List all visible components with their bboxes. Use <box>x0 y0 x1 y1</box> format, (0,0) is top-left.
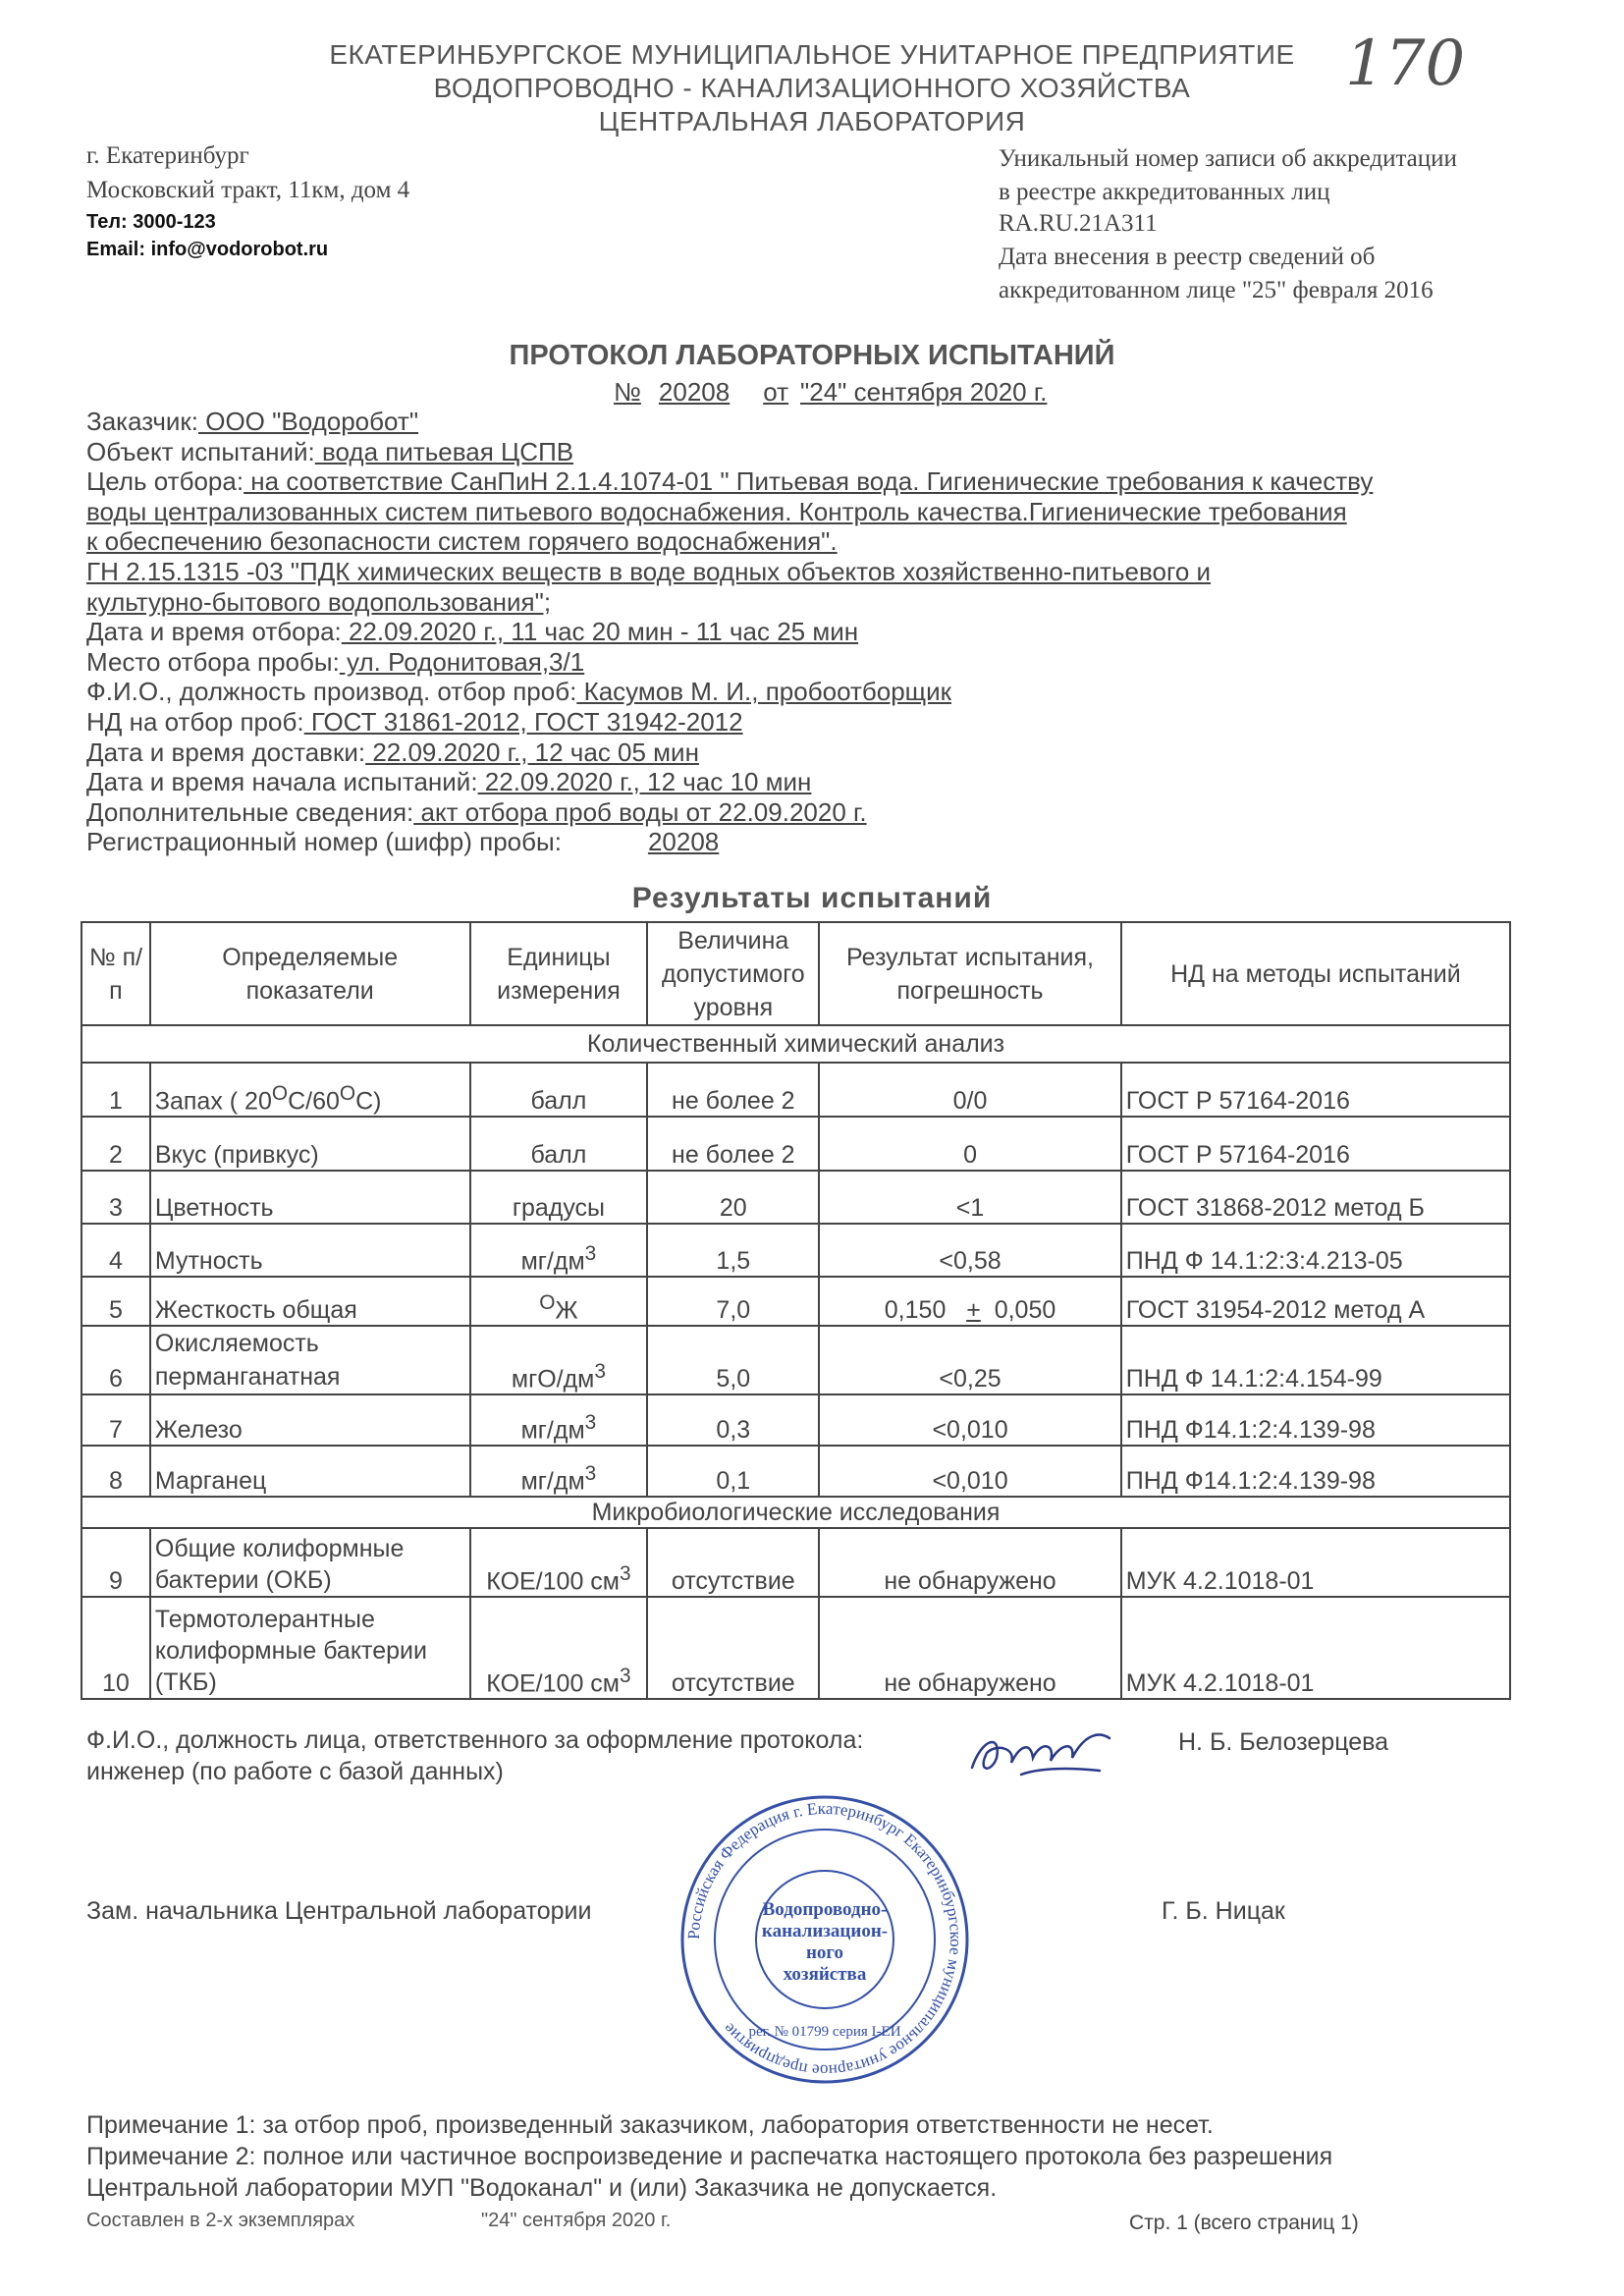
purpose-value-3: к обеспечению безопасности систем горячего водоснабжения". <box>86 526 838 557</box>
col-header-units: Единицы измерения <box>470 922 648 1025</box>
address-phone: Тел: 3000-123 <box>86 211 216 233</box>
unit-sup: 3 <box>584 1410 597 1434</box>
stamp-inner-4: хозяйства <box>783 1964 867 1985</box>
protocol-date-prefix: от <box>763 377 789 407</box>
row-limit: отсутствие <box>647 1528 819 1597</box>
row-limit: 20 <box>647 1171 819 1224</box>
col-header-limit: Величина допустимого уровня <box>647 922 819 1025</box>
row-unit <box>470 1597 648 1699</box>
plus-minus-sign: + <box>966 1296 981 1324</box>
unit-sup: 3 <box>584 1241 597 1265</box>
row-limit: 5,0 <box>647 1326 819 1394</box>
signature-graphic <box>962 1714 1119 1792</box>
indicator-line: перманганатная <box>154 1363 341 1391</box>
section-title-chemical: Количественный химический анализ <box>81 1025 1510 1063</box>
table-row <box>81 1326 1510 1394</box>
deputy-name: Г. Б. Ницак <box>1162 1897 1285 1925</box>
row-num: 5 <box>81 1277 150 1326</box>
indicator-text: C/60 <box>288 1087 340 1115</box>
note-2b: Центральной лаборатории МУП "Водоканал" и (или) Заказчика не допускается. <box>86 2174 998 2202</box>
sampling-place-label: Место отбора пробы: <box>86 646 340 677</box>
unit-text: мг/дм <box>520 1467 585 1495</box>
row-limit: отсутствие <box>647 1597 819 1699</box>
section-title-micro: Микробиологические исследования <box>81 1497 1510 1528</box>
row-limit: 0,1 <box>647 1446 819 1497</box>
col-header-indicator: Определяемые показатели <box>150 922 470 1025</box>
sampling-nd-label: НД на отбор проб: <box>86 706 304 737</box>
result-value: 0,150 <box>884 1296 947 1324</box>
row-indicator: Мутность <box>150 1224 470 1277</box>
sampling-datetime-label: Дата и время отбора: <box>86 617 342 647</box>
deputy-label: Зам. начальника Центральной лаборатории <box>86 1897 592 1925</box>
row-result: <0,010 <box>819 1394 1121 1446</box>
row-indicator: Железо <box>150 1394 470 1446</box>
table-row <box>81 1597 1510 1699</box>
row-indicator: Вкус (привкус) <box>150 1117 470 1171</box>
col-header-result: Результат испытания, погрешность <box>819 922 1121 1025</box>
indicator-line: колиформные бактерии <box>154 1637 427 1665</box>
row-num: 7 <box>81 1394 150 1446</box>
handwritten-number: 170 <box>1345 27 1466 100</box>
row-indicator <box>150 1326 470 1394</box>
table-row <box>81 1117 1510 1171</box>
row-unit <box>470 1277 648 1326</box>
table-row <box>81 1171 1510 1224</box>
sampler-label: Ф.И.О., должность производ. отбор проб: <box>86 677 577 707</box>
table-row <box>81 1446 1510 1497</box>
indicator-line: Окисляемость <box>154 1330 319 1357</box>
row-num: 2 <box>81 1117 150 1171</box>
row-num: 6 <box>81 1326 150 1394</box>
protocol-fields <box>86 407 1540 857</box>
sampling-place-value: ул. Родонитовая,3/1 <box>339 646 585 677</box>
purpose-value-1: на соответствие СанПиН 2.1.4.1074-01 " Питьевая вода. Гигиенические требования к качеству <box>244 466 1374 497</box>
results-header-row <box>81 922 1510 1025</box>
table-row <box>81 1277 1510 1326</box>
protocol-title: ПРОТОКОЛ ЛАБОРАТОРНЫХ ИСПЫТАНИЙ <box>509 340 1115 371</box>
row-method: ГОСТ 31868-2012 метод Б <box>1121 1171 1510 1224</box>
table-row <box>81 1063 1510 1117</box>
accreditation-line5: аккредитованном лице "25" февраля 2016 <box>999 277 1434 303</box>
unit-text: Ж <box>555 1296 578 1324</box>
purpose-value-5: культурно-бытового водопользования"; <box>86 586 552 617</box>
row-method: ПНД Ф14.1:2:4.139-98 <box>1121 1446 1510 1497</box>
unit-sup: 3 <box>594 1359 606 1383</box>
protocol-date: "24" сентября 2020 г. <box>800 377 1048 407</box>
row-unit <box>470 1446 648 1497</box>
degree-sup: O <box>271 1081 289 1105</box>
row-result: 0 <box>819 1117 1121 1171</box>
object-label: Объект испытаний: <box>86 436 315 466</box>
note-2a: Примечание 2: полное или частичное воспроизведение и распечатка настоящего протокола без разрешения <box>86 2143 1333 2170</box>
row-unit: балл <box>470 1063 648 1117</box>
indicator-text: Запах ( 20 <box>154 1087 272 1115</box>
row-method: ГОСТ Р 57164-2016 <box>1121 1063 1510 1117</box>
indicator-line: бактерии (ОКБ) <box>154 1566 332 1594</box>
col-header-method: НД на методы испытаний <box>1121 922 1510 1025</box>
extra-info-label: Дополнительные сведения: <box>86 796 414 827</box>
extra-info-value: акт отбора проб воды от 22.09.2020 г. <box>413 796 867 827</box>
unit-text: мгО/дм <box>511 1365 595 1393</box>
row-result: <0,58 <box>819 1224 1121 1277</box>
row-result: 0/0 <box>819 1063 1121 1117</box>
purpose-value-2: воды централизованных систем питьевого водоснабжения. Контроль качества.Гигиенические требования <box>86 496 1347 526</box>
table-row <box>81 1224 1510 1277</box>
row-limit: 1,5 <box>647 1224 819 1277</box>
stamp-inner-1: Водопроводно- <box>762 1899 888 1920</box>
indicator-line: Общие колиформные <box>154 1535 405 1562</box>
row-result: не обнаружено <box>819 1597 1121 1699</box>
unit-text: мг/дм <box>520 1247 585 1275</box>
row-unit: градусы <box>470 1171 648 1224</box>
row-indicator <box>150 1597 470 1699</box>
row-num: 8 <box>81 1446 150 1497</box>
row-limit: 7,0 <box>647 1277 819 1326</box>
section-row-micro <box>81 1497 1510 1528</box>
accreditation-line1: Уникальный номер записи об аккредитации <box>999 145 1457 172</box>
row-result: <0,25 <box>819 1326 1121 1394</box>
row-method: ПНД Ф 14.1:2:3:4.213-05 <box>1121 1224 1510 1277</box>
row-result: <1 <box>819 1171 1121 1224</box>
row-unit <box>470 1224 648 1277</box>
address-city: г. Екатеринбург <box>86 142 249 169</box>
stamp-inner-2: канализацион- <box>761 1921 889 1941</box>
unit-sup: 3 <box>619 1561 631 1585</box>
row-method: ПНД Ф 14.1:2:4.154-99 <box>1121 1326 1510 1394</box>
customer-label: Заказчик: <box>86 407 199 436</box>
address-street: Московский тракт, 11км, дом 4 <box>86 177 410 203</box>
row-unit: балл <box>470 1117 648 1171</box>
org-name-line1: ЕКАТЕРИНБУРГСКОЕ МУНИЦИПАЛЬНОЕ УНИТАРНОЕ ПРЕДПРИЯТИЕ <box>329 39 1295 70</box>
org-name-line2: ВОДОПРОВОДНО - КАНАЛИЗАЦИОННОГО ХОЗЯЙСТВА <box>433 73 1191 103</box>
responsible-name: Н. Б. Белозерцева <box>1178 1728 1389 1756</box>
purpose-label: Цель отбора: <box>86 466 244 497</box>
row-result <box>819 1277 1121 1326</box>
row-unit <box>470 1326 648 1394</box>
unit-sup: 3 <box>584 1461 597 1485</box>
section-row-chemical <box>81 1025 1510 1063</box>
row-indicator <box>150 1063 470 1117</box>
customer-value: ООО "Водоробот" <box>198 407 419 436</box>
purpose-value-4: ГН 2.15.1315 -03 "ПДК химических веществ в воде водных объектов хозяйственно-питьевого и <box>86 556 1212 586</box>
test-start-label: Дата и время начала испытаний: <box>86 767 478 797</box>
accreditation-line4: Дата внесения в реестр сведений об <box>999 244 1376 270</box>
row-num: 4 <box>81 1224 150 1277</box>
copies-note: Составлен в 2-х экземплярах <box>86 2210 355 2231</box>
responsible-line2: инженер (по работе с базой данных) <box>86 1758 504 1785</box>
copies-date: "24" сентября 2020 г. <box>481 2210 672 2231</box>
unit-text: мг/дм <box>520 1416 585 1444</box>
stamp-reg: рег. № 01799 серия I-ЕИ <box>748 2024 901 2040</box>
object-value: вода питьевая ЦСПВ <box>314 436 574 466</box>
row-num: 10 <box>81 1597 150 1699</box>
responsible-line1: Ф.И.О., должность лица, ответственного за оформление протокола: <box>86 1726 864 1754</box>
delivery-label: Дата и время доставки: <box>86 737 366 767</box>
row-indicator: Жесткость общая <box>150 1277 470 1326</box>
result-error: 0,050 <box>994 1296 1056 1324</box>
row-num: 3 <box>81 1171 150 1224</box>
row-limit: не более 2 <box>647 1117 819 1171</box>
table-row <box>81 1528 1510 1597</box>
note-1: Примечание 1: за отбор проб, произведенный заказчиком, лаборатория ответственности не несет. <box>86 2111 1214 2139</box>
sampling-nd-value: ГОСТ 31861-2012, ГОСТ 31942-2012 <box>303 706 743 737</box>
stamp-outer-text: Российская Федерация г. Екатеринбург Екатеринбургское муниципальное унитарное предприятие <box>683 1798 966 2081</box>
delivery-value: 22.09.2020 г., 12 час 05 мин <box>365 737 699 767</box>
reg-number-value: 20208 <box>647 827 720 857</box>
row-num: 1 <box>81 1063 150 1117</box>
row-method: ГОСТ Р 57164-2016 <box>1121 1117 1510 1171</box>
results-table <box>81 921 1511 1700</box>
unit-text: КОЕ/100 см <box>486 1567 620 1595</box>
table-row <box>81 1394 1510 1446</box>
row-limit: не более 2 <box>647 1063 819 1117</box>
address-email: Email: info@vodorobot.ru <box>86 239 329 260</box>
row-method: ГОСТ 31954-2012 метод А <box>1121 1277 1510 1326</box>
row-result: <0,010 <box>819 1446 1121 1497</box>
row-unit <box>470 1528 648 1597</box>
row-unit <box>470 1394 648 1446</box>
org-name-line3: ЦЕНТРАЛЬНАЯ ЛАБОРАТОРИЯ <box>598 106 1026 137</box>
unit-sup: 3 <box>619 1664 631 1687</box>
stamp-inner-3: ного <box>805 1942 844 1963</box>
unit-sup: O <box>539 1290 556 1314</box>
protocol-number: 20208 <box>658 377 731 407</box>
accreditation-line2: в реестре аккредитованных лиц <box>999 179 1330 205</box>
row-method: ПНД Ф14.1:2:4.139-98 <box>1121 1394 1510 1446</box>
reg-number-label: Регистрационный номер (шифр) пробы: <box>86 827 562 857</box>
unit-text: КОЕ/100 см <box>486 1669 620 1697</box>
test-start-value: 22.09.2020 г., 12 час 10 мин <box>477 767 812 797</box>
indicator-line: Термотолерантные <box>154 1606 375 1633</box>
row-method: МУК 4.2.1018-01 <box>1121 1597 1510 1699</box>
indicator-line: (ТКБ) <box>154 1668 217 1696</box>
row-method: МУК 4.2.1018-01 <box>1121 1528 1510 1597</box>
results-title: Результаты испытаний <box>631 882 993 914</box>
organization-stamp <box>677 1792 972 2087</box>
row-indicator <box>150 1528 470 1597</box>
row-indicator: Марганец <box>150 1446 470 1497</box>
accreditation-number: RA.RU.21А311 <box>999 210 1158 237</box>
row-result: не обнаружено <box>819 1528 1121 1597</box>
row-indicator: Цветность <box>150 1171 470 1224</box>
col-header-num: № п/п <box>81 922 150 1025</box>
indicator-text: C) <box>355 1087 382 1115</box>
degree-sup: O <box>339 1081 356 1105</box>
protocol-number-label: № <box>614 377 641 407</box>
page-number: Стр. 1 (всего страниц 1) <box>1129 2212 1359 2234</box>
sampling-datetime-value: 22.09.2020 г., 11 час 20 мин - 11 час 25 мин <box>341 617 859 647</box>
row-num: 9 <box>81 1528 150 1597</box>
protocol-number-line <box>614 377 1047 408</box>
sampler-value: Касумов М. И., пробоотборщик <box>576 677 951 707</box>
row-limit: 0,3 <box>647 1394 819 1446</box>
